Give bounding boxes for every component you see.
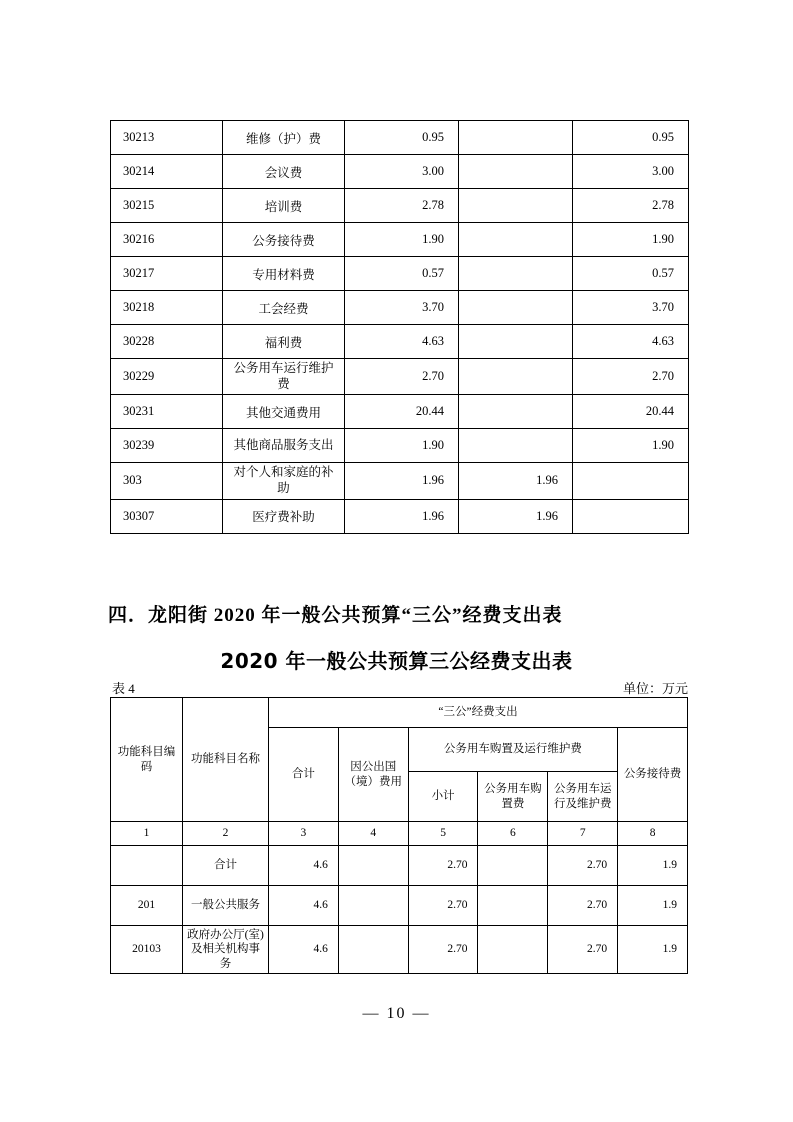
cell-name: 公务用车运行维护费 bbox=[223, 359, 345, 395]
colnum-4: 4 bbox=[338, 822, 408, 846]
cell-value-1: 0.95 bbox=[345, 121, 459, 155]
cell-value-3: 1.90 bbox=[573, 429, 689, 463]
cell-value-3: 20.44 bbox=[573, 395, 689, 429]
cell-vehicle-run: 2.70 bbox=[548, 926, 618, 974]
cell-value-2 bbox=[459, 155, 573, 189]
cell-name: 对个人和家庭的补助 bbox=[223, 463, 345, 499]
cell-value-1: 4.63 bbox=[345, 325, 459, 359]
cell-name: 福利费 bbox=[223, 325, 345, 359]
cell-name: 培训费 bbox=[223, 189, 345, 223]
table-row bbox=[111, 886, 688, 926]
colnum-6: 6 bbox=[478, 822, 548, 846]
cell-code: 30218 bbox=[111, 291, 223, 325]
cell-value-3: 0.95 bbox=[573, 121, 689, 155]
colnum-1: 1 bbox=[111, 822, 183, 846]
cell-value-2 bbox=[459, 395, 573, 429]
cell-vehicle-sub: 2.70 bbox=[408, 926, 478, 974]
cell-value-2 bbox=[459, 189, 573, 223]
budget-detail-table bbox=[110, 120, 689, 534]
cell-name: 公务接待费 bbox=[223, 223, 345, 257]
cell-value-1: 3.70 bbox=[345, 291, 459, 325]
cell-reception: 1.9 bbox=[618, 846, 688, 886]
cell-reception: 1.9 bbox=[618, 886, 688, 926]
colnum-5: 5 bbox=[408, 822, 478, 846]
colnum-2: 2 bbox=[183, 822, 269, 846]
cell-code: 30231 bbox=[111, 395, 223, 429]
cell-name: 会议费 bbox=[223, 155, 345, 189]
cell-value-3: 2.78 bbox=[573, 189, 689, 223]
cell-value-1: 2.78 bbox=[345, 189, 459, 223]
cell-code: 20103 bbox=[111, 926, 183, 974]
cell-code: 30213 bbox=[111, 121, 223, 155]
cell-value-1: 20.44 bbox=[345, 395, 459, 429]
colnum-3: 3 bbox=[269, 822, 339, 846]
cell-code bbox=[111, 846, 183, 886]
cell-name: 一般公共服务 bbox=[183, 886, 269, 926]
header-vehicle-sub: 小计 bbox=[408, 772, 478, 822]
cell-name: 医疗费补助 bbox=[223, 499, 345, 533]
cell-value-3: 3.00 bbox=[573, 155, 689, 189]
cell-name: 合计 bbox=[183, 846, 269, 886]
cell-name: 政府办公厅(室)及相关机构事务 bbox=[183, 926, 269, 974]
header-abroad: 因公出国（境）费用 bbox=[338, 728, 408, 822]
colnum-7: 7 bbox=[548, 822, 618, 846]
cell-value-2: 1.96 bbox=[459, 463, 573, 499]
table-unit: 单位：万元 bbox=[622, 681, 688, 696]
cell-code: 30214 bbox=[111, 155, 223, 189]
cell-name: 其他交通费用 bbox=[223, 395, 345, 429]
table-row bbox=[111, 395, 689, 429]
cell-code: 30239 bbox=[111, 429, 223, 463]
cell-name: 维修（护）费 bbox=[223, 121, 345, 155]
cell-code: 30217 bbox=[111, 257, 223, 291]
cell-value-3 bbox=[573, 463, 689, 499]
header-vehicle-group: 公务用车购置及运行维护费 bbox=[408, 728, 617, 772]
section-heading: 四．龙阳街 2020 年一般公共预算“三公”经费支出表 bbox=[108, 605, 563, 626]
table-row bbox=[111, 359, 689, 395]
cell-value-2 bbox=[459, 223, 573, 257]
cell-value-2 bbox=[459, 291, 573, 325]
cell-value-3: 4.63 bbox=[573, 325, 689, 359]
cell-total: 4.6 bbox=[269, 886, 339, 926]
header-reception: 公务接待费 bbox=[618, 728, 688, 822]
cell-total: 4.6 bbox=[269, 926, 339, 974]
cell-value-3: 2.70 bbox=[573, 359, 689, 395]
header-total: 合计 bbox=[269, 728, 339, 822]
cell-value-1: 2.70 bbox=[345, 359, 459, 395]
cell-value-1: 0.57 bbox=[345, 257, 459, 291]
cell-code: 30228 bbox=[111, 325, 223, 359]
cell-value-2 bbox=[459, 325, 573, 359]
cell-value-2: 1.96 bbox=[459, 499, 573, 533]
cell-reception: 1.9 bbox=[618, 926, 688, 974]
header-col-name: 功能科目名称 bbox=[183, 698, 269, 822]
table-column-number-row bbox=[111, 822, 688, 846]
cell-vehicle-buy bbox=[478, 926, 548, 974]
cell-value-1: 3.00 bbox=[345, 155, 459, 189]
cell-value-1: 1.90 bbox=[345, 429, 459, 463]
cell-value-3: 0.57 bbox=[573, 257, 689, 291]
table-header-row bbox=[111, 698, 688, 728]
table-row bbox=[111, 463, 689, 499]
cell-name: 工会经费 bbox=[223, 291, 345, 325]
cell-abroad bbox=[338, 846, 408, 886]
cell-vehicle-run: 2.70 bbox=[548, 846, 618, 886]
header-group-sangong: “三公”经费支出 bbox=[269, 698, 688, 728]
table-row bbox=[111, 926, 688, 974]
cell-code: 30216 bbox=[111, 223, 223, 257]
cell-abroad bbox=[338, 886, 408, 926]
cell-value-1: 1.96 bbox=[345, 463, 459, 499]
cell-vehicle-buy bbox=[478, 886, 548, 926]
cell-name: 其他商品服务支出 bbox=[223, 429, 345, 463]
header-vehicle-run: 公务用车运行及维护费 bbox=[548, 772, 618, 822]
cell-value-3: 3.70 bbox=[573, 291, 689, 325]
table-row bbox=[111, 189, 689, 223]
colnum-8: 8 bbox=[618, 822, 688, 846]
header-col-code: 功能科目编码 bbox=[111, 698, 183, 822]
cell-value-2 bbox=[459, 121, 573, 155]
cell-value-1: 1.90 bbox=[345, 223, 459, 257]
cell-abroad bbox=[338, 926, 408, 974]
cell-vehicle-buy bbox=[478, 846, 548, 886]
cell-value-2 bbox=[459, 257, 573, 291]
cell-value-2 bbox=[459, 429, 573, 463]
table-row bbox=[111, 499, 689, 533]
cell-vehicle-sub: 2.70 bbox=[408, 886, 478, 926]
cell-value-2 bbox=[459, 359, 573, 395]
cell-code: 303 bbox=[111, 463, 223, 499]
table-title: 2020 年一般公共预算三公经费支出表 bbox=[220, 649, 573, 673]
cell-total: 4.6 bbox=[269, 846, 339, 886]
table-row bbox=[111, 429, 689, 463]
table-row bbox=[111, 155, 689, 189]
sangong-expense-table bbox=[110, 697, 688, 974]
cell-code: 30307 bbox=[111, 499, 223, 533]
table-row bbox=[111, 325, 689, 359]
cell-value-1: 1.96 bbox=[345, 499, 459, 533]
page-number: — 10 — bbox=[362, 1005, 431, 1022]
table-row bbox=[111, 223, 689, 257]
cell-vehicle-sub: 2.70 bbox=[408, 846, 478, 886]
header-vehicle-buy: 公务用车购置费 bbox=[478, 772, 548, 822]
cell-code: 30229 bbox=[111, 359, 223, 395]
cell-code: 30215 bbox=[111, 189, 223, 223]
cell-name: 专用材料费 bbox=[223, 257, 345, 291]
cell-code: 201 bbox=[111, 886, 183, 926]
table-row bbox=[111, 121, 689, 155]
table-row bbox=[111, 257, 689, 291]
table-row bbox=[111, 291, 689, 325]
table-label: 表 4 bbox=[112, 681, 135, 696]
cell-value-3 bbox=[573, 499, 689, 533]
table-row bbox=[111, 846, 688, 886]
cell-vehicle-run: 2.70 bbox=[548, 886, 618, 926]
cell-value-3: 1.90 bbox=[573, 223, 689, 257]
